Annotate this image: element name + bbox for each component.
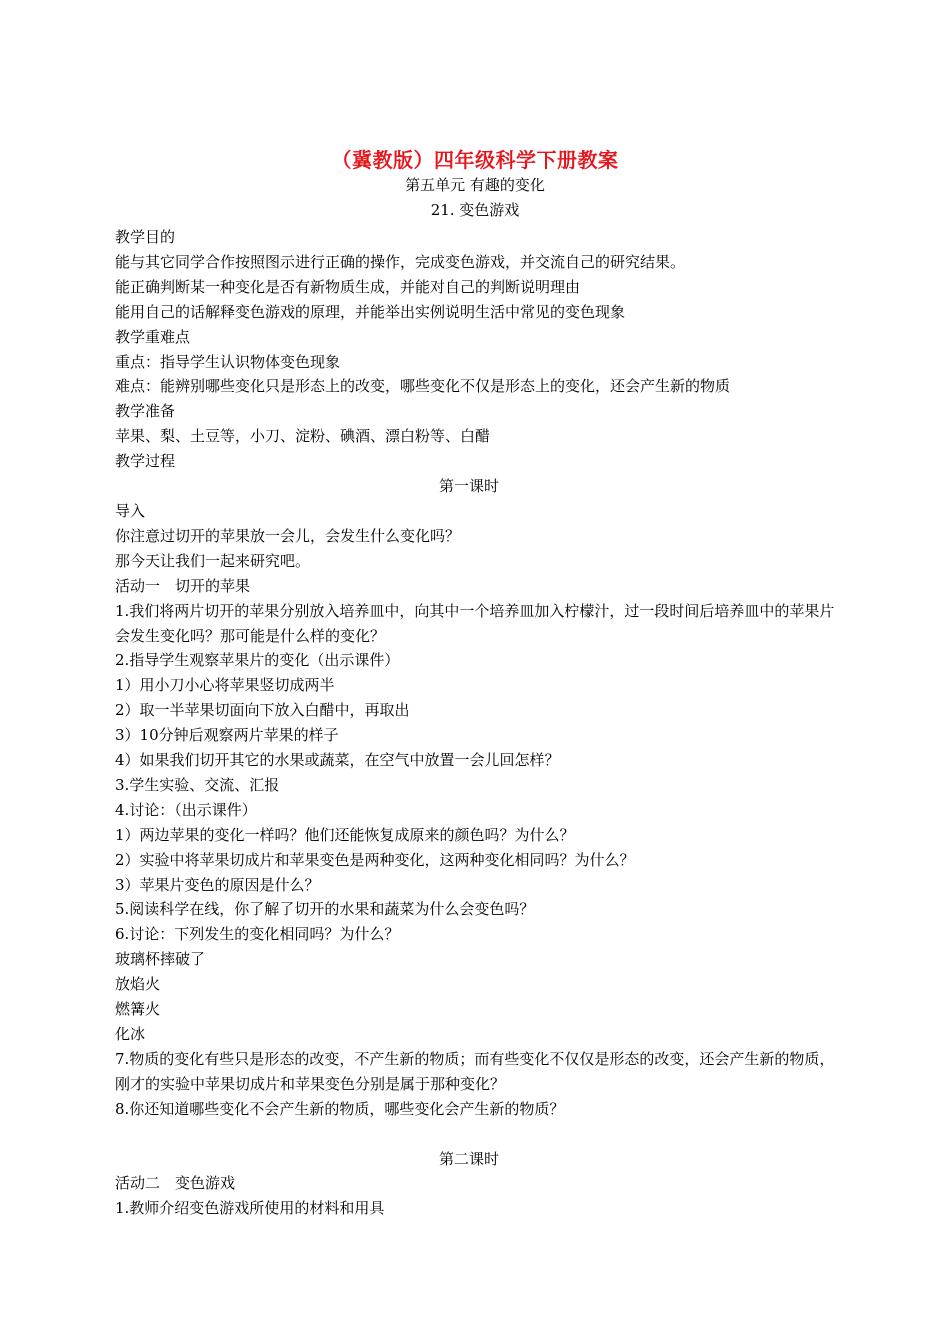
paragraph: 难点：能辨别哪些变化只是形态上的改变，哪些变化不仅是形态上的变化，还会产生新的物质 (115, 377, 731, 396)
list-item: 玻璃杯摔破了 (115, 950, 206, 969)
list-item: 燃篝火 (115, 1000, 161, 1019)
list-item: 2）实验中将苹果切成片和苹果变色是两种变化，这两种变化相同吗？为什么？ (115, 850, 635, 869)
period-heading: 第一课时 (438, 477, 499, 496)
period-heading: 第二课时 (438, 1149, 499, 1168)
section-heading: 教学准备 (115, 402, 176, 421)
paragraph: 6.讨论：下列发生的变化相同吗？为什么？ (115, 925, 400, 944)
paragraph: 那今天让我们一起来研究吧。 (115, 551, 311, 570)
list-item: 化冰 (115, 1025, 146, 1043)
section-heading: 教学过程 (115, 452, 176, 471)
paragraph: 导入 (115, 501, 146, 520)
paragraph: 能与其它同学合作按照图示进行正确的操作，完成变色游戏，并交流自己的研究结果。 (115, 252, 686, 271)
paragraph: 4.讨论：（出示课件） (115, 800, 257, 819)
list-item: 3）苹果片变色的原因是什么？ (115, 875, 320, 894)
paragraph: 2.指导学生观察苹果片的变化（出示课件） (115, 651, 400, 670)
list-item: 2）取一半苹果切面向下放入白醋中，再取出 (115, 701, 410, 720)
paragraph: 7.物质的变化有些只是形态的改变，不产生新的物质；而有些变化不仅仅是形态的改变，还会产生新的物质，刚才的实验中苹果切成片和苹果变色分别是属于那种变化？ (115, 1049, 835, 1093)
paragraph: 你注意过切开的苹果放一会儿，会发生什么变化吗？ (115, 526, 461, 545)
document-title: （冀教版）四年级科学下册教案 (331, 148, 619, 172)
section-heading: 教学目的 (115, 228, 176, 246)
list-item: 4）如果我们切开其它的水果或蔬菜，在空气中放置一会儿回怎样？ (115, 751, 560, 770)
list-item: 1）用小刀小心将苹果竖切成两半 (115, 676, 335, 695)
paragraph: 重点：指导学生认识物体变色现象 (115, 352, 341, 371)
paragraph: 能正确判断某一种变化是否有新物质生成，并能对自己的判断说明理由 (115, 277, 581, 296)
paragraph: 1.教师介绍变色游戏所使用的材料和用具 (115, 1199, 385, 1218)
blank-line (115, 1122, 840, 1147)
paragraph: 3.学生实验、交流、汇报 (115, 775, 280, 794)
activity-heading: 活动一 切开的苹果 (115, 576, 251, 595)
paragraph: 8.你还知道哪些变化不会产生新的物质，哪些变化会产生新的物质？ (115, 1099, 565, 1118)
lesson-heading: 21. 变色游戏 (430, 201, 520, 219)
paragraph: 5.阅读科学在线，你了解了切开的水果和蔬菜为什么会变色吗？ (115, 900, 535, 919)
paragraph: 苹果、梨、土豆等，小刀、淀粉、碘酒、漂白粉等、白醋 (115, 427, 491, 446)
document-body (115, 225, 840, 1221)
list-item: 1）两边苹果的变化一样吗？他们还能恢复成原来的颜色吗？为什么？ (115, 825, 575, 844)
paragraph: 能用自己的话解释变色游戏的原理，并能举出实例说明生活中常见的变色现象 (115, 302, 626, 321)
section-heading: 教学重难点 (115, 327, 191, 346)
list-item: 放焰火 (115, 975, 161, 994)
unit-heading: 第五单元 有趣的变化 (405, 176, 545, 194)
list-item: 3）10分钟后观察两片苹果的样子 (115, 726, 339, 745)
activity-heading: 活动二 变色游戏 (115, 1174, 236, 1193)
paragraph: 1.我们将两片切开的苹果分别放入培养皿中，向其中一个培养皿加入柠檬汁，过一段时间后培养皿中的苹果片会发生变化吗？那可能是什么样的变化？ (115, 601, 835, 645)
